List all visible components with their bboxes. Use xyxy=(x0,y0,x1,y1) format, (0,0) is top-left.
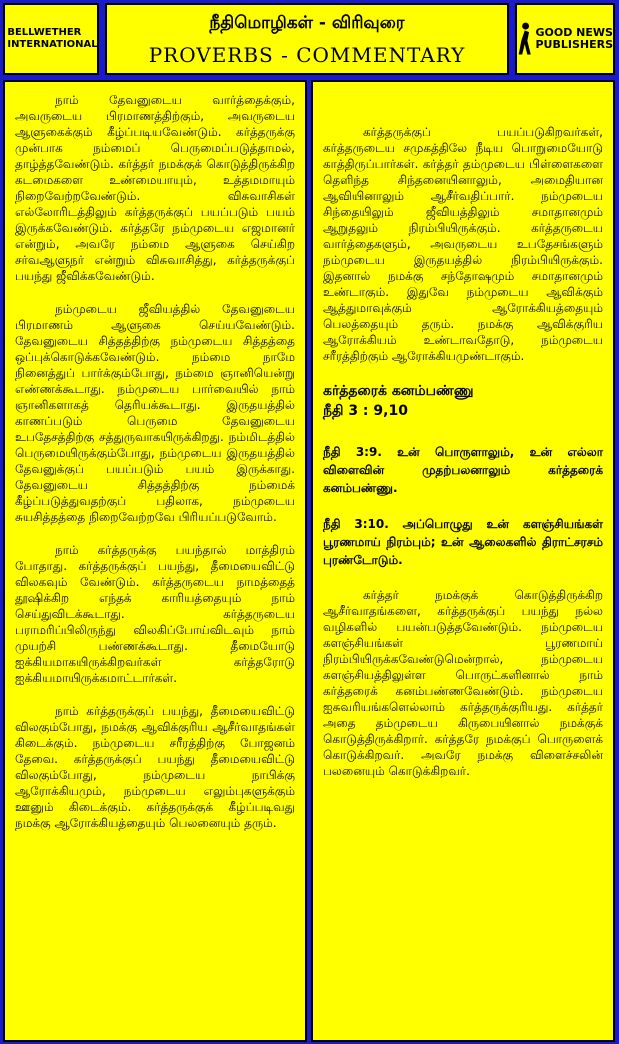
intro-paragraph: கர்த்தருக்குப் பயப்படுகிறவர்கள், கர்த்தருடைய சமுகத்திலே நீடிய பொறுமையோடு காத்திருப்பார்கள். கர்த்தர் தம்முடைய பிள்ளைகளை தெளிந்த சிந்தனையினாலும், அமைதியான ஆவியினாலும் ஆசீர்வதிப்பார். நம்முடைய சிந்தையிலும் ஜீவியத்திலும் சமாதானமும் ஆறுதலும் நிரம்பியிருக்கும். கர்த்தருடைய வார்த்தைகளும், அவருடைய உபதேசங்களும் நம்முடைய இருதயத்தில் நிரம்பியிருக்கும். இதனால் நமக்கு சந்தோஷமும் சமாதானமும் உண்டாகும். இதுவே நம்முடைய ஆவிக்கும் ஆத்துமாவுக்கும் ஆரோக்கியத்தையும் பெலத்தையும் தரும். நமக்கு ஆவிக்குரிய ஆரோக்கியம் உண்டாவதோடு, நம்முடைய சரீரத்திற்கும் ஆரோக்கியமுண்டாகும். xyxy=(323,125,603,363)
paragraph: நம்முடைய ஜீவியத்தில் தேவனுடைய பிரமாணம் ஆளுகை செய்யவேண்டும். தேவனுடைய சித்தத்திற்கு நம்முடைய சித்தத்தை ஒப்புக்கொடுக்கவேண்டும். நம்மை நாமே நினைத்துப் பார்க்கும்போது, நம்மை ஞானியென்று எண்ணக்கூடாது. நம்முடைய பார்வையில் நாம் ஞானிகளாகத் தெரியக்கூடாது. இருதயத்தில் காணப்படும் பெருமை தேவனுடைய உபதேசத்திற்கு சத்துருவாகயிருக்கிறது. நம்மிடத்தில் பெருமையிருக்கும்போது, நம்முடைய இருதயத்தில் தேவனுக்குப் பயப்படும் பயம் இருக்காது. தேவனுடைய சித்தத்திற்கு நம்மைக் கீழ்ப்படுத்துவதற்குப் பதிலாக, நம்முடைய சுயசித்தத்தை நிறைவேற்றவே பிரியப்படுவோம். xyxy=(15,302,295,524)
runner-icon xyxy=(517,19,532,59)
verse-reference: நீதி 3 : 9,10 xyxy=(323,403,408,419)
title-english: PROVERBS - COMMENTARY xyxy=(148,43,466,67)
paragraph: நாம் கர்த்தருக்குப் பயந்து, தீமையைவிட்டு விலகும்போது, நமக்கு ஆவிக்குரிய ஆசீர்வாதங்கள் கிடைக்கும். நம்முடைய சரீரத்திற்கு போஜனம் தேவை. கர்த்தருக்குப் பயந்து தீமையைவிட்டு விலகும்போது, நம்முடைய நாபிக்கு ஆரோக்கியமும், நம்முடைய எலும்புகளுக்கும் ஊனும் கிடைக்கும். கர்த்தருக்குக் கீழ்ப்படிவது நமக்கு ஆரோக்கியத்தையும் பெலனையும் தரும். xyxy=(15,704,295,830)
good-news-logo xyxy=(515,3,615,75)
left-column xyxy=(3,80,307,1042)
section-heading-block xyxy=(323,381,603,421)
verse-10: நீதி 3:10. அப்பொழுது உன் களஞ்சியங்கள் பூரணமாய் நிரம்பும்; உன் ஆலைகளில் திராட்சரசம் புரண்டோடும். xyxy=(323,517,603,567)
title-tamil: நீதிமொழிகள் - விரிவுரை xyxy=(209,13,405,33)
left-logo-text: BELLWETHER INTERNATIONAL xyxy=(7,27,98,50)
verse-9: நீதி 3:9. உன் பொருளாலும், உன் எல்லா விளைவின் முதற்பலனாலும் கர்த்தரைக் கனம்பண்ணு. xyxy=(323,445,603,495)
section-heading: கர்த்தரைக் கனம்பண்ணு xyxy=(323,383,474,399)
closing-paragraph: கர்த்தர் நமக்குக் கொடுத்திருக்கிற ஆசீர்வாதங்களை, கர்த்தருக்குப் பயந்து நல்ல வழிகளில் பயன்படுத்தவேண்டும். நம்முடைய களஞ்சியங்கள் பூரணமாய் நிரம்பியிருக்கவேண்டுமென்றால், நம்முடைய களஞ்சியத்திலுள்ள பொருட்களினால் நாம் கர்த்தரைக் கனம்பண்ணவேண்டும். நம்முடைய ஐசுவரியங்களெல்லாம் கர்த்தருக்குரியது. கர்த்தர் அதை தம்முடைய கிருபையினால் நமக்குக் கொடுத்திருக்கிறார். கர்த்தரே நமக்குப் பொருளைக் கொடுக்கிறவர். அவரே நமக்கு விளைச்சலின் பலனையும் கொடுக்கிறவர். xyxy=(323,588,603,778)
paragraph: நாம் கர்த்தருக்கு பயந்தால் மாத்திரம் போதாது. கர்த்தருக்குப் பயந்து, தீமையைவிட்டு விலகவும் வேண்டும். கர்த்தருடைய நாமத்தைத் தூஷிக்கிற எந்தக் காரியத்தையும் நாம் செய்துவிடக்கூடாது. கர்த்தருடைய பராமரிப்பிலிருந்து விலகிப்போய்விடவும் நாம் முயற்சி பண்ணக்கூடாது. தீமையோடு ஐக்கியமாகயிருக்கிறவர்கள் கர்த்தரோடு ஐக்கியமாயிருக்கமாட்டார்கள். xyxy=(15,543,295,685)
paragraph: நாம் தேவனுடைய வார்த்தைக்கும், அவருடைய பிரமாணத்திற்கும், அவருடைய ஆளுகைக்கும் கீழ்ப்படியவேண்டும். கர்த்தருக்கு முன்பாக நம்மைப் பெருமைப்படுத்தாமல், தாழ்த்தவேண்டும். கர்த்தர் நமக்குக் கொடுத்திருக்கிற கடமைகளை உண்மையாயும், உத்தமமாயும் நிறைவேற்றவேண்டும். விசுவாசிகள் எல்லோரிடத்திலும் கர்த்தருக்குப் பயப்படும் பயம் இருக்கவேண்டும். கர்த்தரே நம்முடைய எஜமானர் என்றும், அவரே நம்மை ஆளுகை செய்கிற சர்வஆளுநர் என்றும் விசுவாசித்து, கர்த்தருக்குப் பயந்து ஜீவிக்கவேண்டும். xyxy=(15,93,295,283)
right-column xyxy=(311,80,615,1042)
right-logo-text: GOOD NEWS PUBLISHERS xyxy=(535,26,613,51)
bellwether-logo xyxy=(3,3,99,75)
page-header xyxy=(105,3,509,75)
